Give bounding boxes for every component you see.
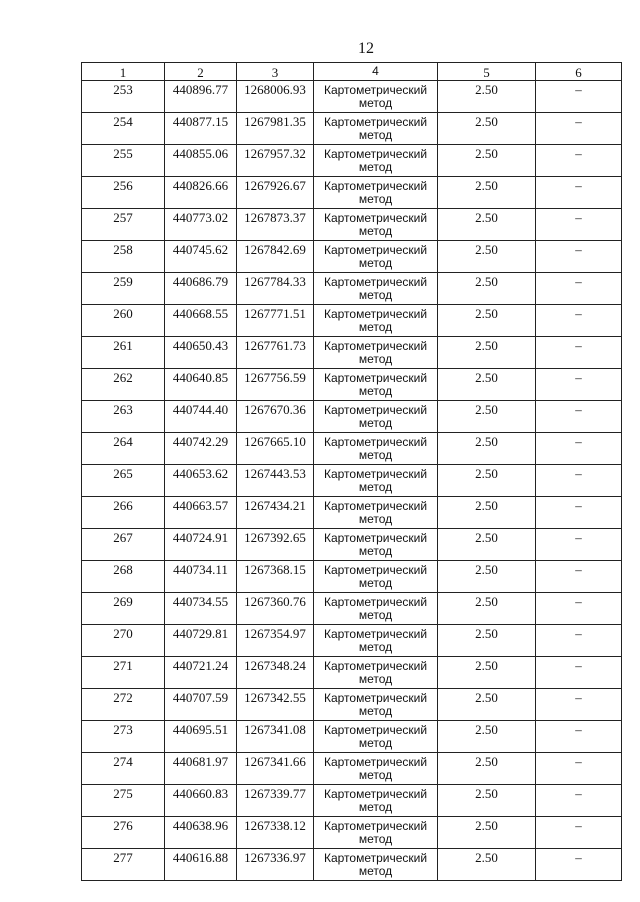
method-line-2: метод <box>358 640 393 654</box>
method-line-1: Картометрический <box>323 435 428 449</box>
y-coordinate-cell: 1267348.24 <box>237 657 314 689</box>
y-coordinate-cell: 1267784.33 <box>237 273 314 305</box>
method-line-1: Картометрический <box>323 627 428 641</box>
x-coordinate-cell: 440707.59 <box>165 689 237 721</box>
method-line-1: Картометрический <box>323 659 428 673</box>
accuracy-cell: 2.50 <box>438 593 536 625</box>
y-coordinate-cell: 1267981.35 <box>237 113 314 145</box>
method-cell <box>314 401 438 433</box>
y-coordinate-cell: 1267341.66 <box>237 753 314 785</box>
point-number-cell: 275 <box>82 785 165 817</box>
x-coordinate-cell: 440616.88 <box>165 849 237 881</box>
y-coordinate-cell: 1267338.12 <box>237 817 314 849</box>
note-cell: – <box>536 433 622 465</box>
x-coordinate-cell: 440773.02 <box>165 209 237 241</box>
table-row <box>82 785 622 817</box>
accuracy-cell: 2.50 <box>438 337 536 369</box>
method-line-1: Картометрический <box>323 275 428 289</box>
x-coordinate-cell: 440650.43 <box>165 337 237 369</box>
x-coordinate-cell: 440660.83 <box>165 785 237 817</box>
method-line-1: Картометрический <box>323 179 428 193</box>
table-row <box>82 465 622 497</box>
table-row <box>82 849 622 881</box>
method-cell <box>314 817 438 849</box>
note-cell: – <box>536 369 622 401</box>
method-cell <box>314 273 438 305</box>
point-number-cell: 270 <box>82 625 165 657</box>
method-line-1: Картометрический <box>323 307 428 321</box>
point-number-cell: 273 <box>82 721 165 753</box>
method-line-2: метод <box>358 160 393 174</box>
accuracy-cell: 2.50 <box>438 273 536 305</box>
method-cell <box>314 369 438 401</box>
x-coordinate-cell: 440734.11 <box>165 561 237 593</box>
accuracy-cell: 2.50 <box>438 753 536 785</box>
header-col-4: 4 <box>314 63 438 81</box>
y-coordinate-cell: 1267392.65 <box>237 529 314 561</box>
accuracy-cell: 2.50 <box>438 721 536 753</box>
method-line-2: метод <box>358 480 393 494</box>
method-line-1: Картометрический <box>323 211 428 225</box>
note-cell: – <box>536 593 622 625</box>
x-coordinate-cell: 440826.66 <box>165 177 237 209</box>
y-coordinate-cell: 1267342.55 <box>237 689 314 721</box>
y-coordinate-cell: 1268006.93 <box>237 81 314 113</box>
method-line-2: метод <box>358 448 393 462</box>
method-line-2: метод <box>358 576 393 590</box>
x-coordinate-cell: 440742.29 <box>165 433 237 465</box>
method-line-1: Картометрический <box>323 787 428 801</box>
method-line-1: Картометрический <box>323 595 428 609</box>
table-row <box>82 209 622 241</box>
point-number-cell: 260 <box>82 305 165 337</box>
point-number-cell: 261 <box>82 337 165 369</box>
method-cell <box>314 497 438 529</box>
table-row <box>82 689 622 721</box>
table-row <box>82 593 622 625</box>
table-row <box>82 145 622 177</box>
table-row <box>82 401 622 433</box>
x-coordinate-cell: 440653.62 <box>165 465 237 497</box>
method-line-2: метод <box>358 96 393 110</box>
point-number-cell: 264 <box>82 433 165 465</box>
header-col-1: 1 <box>82 63 165 81</box>
y-coordinate-cell: 1267434.21 <box>237 497 314 529</box>
x-coordinate-cell: 440668.55 <box>165 305 237 337</box>
point-number-cell: 277 <box>82 849 165 881</box>
page-number: 12 <box>358 40 374 57</box>
method-cell <box>314 529 438 561</box>
method-line-1: Картометрический <box>323 339 428 353</box>
point-number-cell: 267 <box>82 529 165 561</box>
x-coordinate-cell: 440729.81 <box>165 625 237 657</box>
method-line-2: метод <box>358 384 393 398</box>
x-coordinate-cell: 440640.85 <box>165 369 237 401</box>
method-cell <box>314 657 438 689</box>
method-line-1: Картометрический <box>323 83 428 97</box>
y-coordinate-cell: 1267842.69 <box>237 241 314 273</box>
x-coordinate-cell: 440745.62 <box>165 241 237 273</box>
x-coordinate-cell: 440686.79 <box>165 273 237 305</box>
method-line-2: метод <box>358 704 393 718</box>
accuracy-cell: 2.50 <box>438 529 536 561</box>
table-row <box>82 529 622 561</box>
note-cell: – <box>536 401 622 433</box>
method-line-2: метод <box>358 608 393 622</box>
method-cell <box>314 305 438 337</box>
point-number-cell: 254 <box>82 113 165 145</box>
method-cell <box>314 241 438 273</box>
y-coordinate-cell: 1267756.59 <box>237 369 314 401</box>
method-line-1: Картометрический <box>323 563 428 577</box>
note-cell: – <box>536 337 622 369</box>
table-row <box>82 305 622 337</box>
method-line-1: Картометрический <box>323 371 428 385</box>
accuracy-cell: 2.50 <box>438 657 536 689</box>
method-cell <box>314 81 438 113</box>
method-line-1: Картометрический <box>323 147 428 161</box>
method-line-2: метод <box>358 736 393 750</box>
method-cell <box>314 849 438 881</box>
table-header-row <box>82 63 622 81</box>
note-cell: – <box>536 721 622 753</box>
table-row <box>82 657 622 689</box>
note-cell: – <box>536 305 622 337</box>
accuracy-cell: 2.50 <box>438 849 536 881</box>
table-row <box>82 177 622 209</box>
point-number-cell: 266 <box>82 497 165 529</box>
y-coordinate-cell: 1267443.53 <box>237 465 314 497</box>
method-line-2: метод <box>358 768 393 782</box>
x-coordinate-cell: 440695.51 <box>165 721 237 753</box>
accuracy-cell: 2.50 <box>438 177 536 209</box>
method-line-1: Картометрический <box>323 819 428 833</box>
method-line-2: метод <box>358 288 393 302</box>
method-line-2: метод <box>358 800 393 814</box>
method-line-2: метод <box>358 352 393 366</box>
method-line-2: метод <box>358 832 393 846</box>
accuracy-cell: 2.50 <box>438 689 536 721</box>
method-cell <box>314 561 438 593</box>
method-line-2: метод <box>358 320 393 334</box>
table-body <box>82 81 622 881</box>
point-number-cell: 272 <box>82 689 165 721</box>
x-coordinate-cell: 440877.15 <box>165 113 237 145</box>
point-number-cell: 271 <box>82 657 165 689</box>
accuracy-cell: 2.50 <box>438 209 536 241</box>
header-col-6: 6 <box>536 63 622 81</box>
note-cell: – <box>536 817 622 849</box>
method-cell <box>314 113 438 145</box>
accuracy-cell: 2.50 <box>438 81 536 113</box>
table-row <box>82 113 622 145</box>
accuracy-cell: 2.50 <box>438 817 536 849</box>
note-cell: – <box>536 145 622 177</box>
table-row <box>82 273 622 305</box>
accuracy-cell: 2.50 <box>438 497 536 529</box>
note-cell: – <box>536 113 622 145</box>
accuracy-cell: 2.50 <box>438 433 536 465</box>
point-number-cell: 253 <box>82 81 165 113</box>
point-number-cell: 256 <box>82 177 165 209</box>
method-cell <box>314 177 438 209</box>
method-cell <box>314 689 438 721</box>
point-number-cell: 265 <box>82 465 165 497</box>
note-cell: – <box>536 529 622 561</box>
x-coordinate-cell: 440896.77 <box>165 81 237 113</box>
y-coordinate-cell: 1267670.36 <box>237 401 314 433</box>
y-coordinate-cell: 1267957.32 <box>237 145 314 177</box>
x-coordinate-cell: 440734.55 <box>165 593 237 625</box>
method-line-2: метод <box>358 672 393 686</box>
note-cell: – <box>536 241 622 273</box>
x-coordinate-cell: 440724.91 <box>165 529 237 561</box>
note-cell: – <box>536 689 622 721</box>
method-cell <box>314 785 438 817</box>
point-number-cell: 263 <box>82 401 165 433</box>
table-row <box>82 497 622 529</box>
header-col-5: 5 <box>438 63 536 81</box>
point-number-cell: 259 <box>82 273 165 305</box>
table-row <box>82 561 622 593</box>
accuracy-cell: 2.50 <box>438 465 536 497</box>
note-cell: – <box>536 209 622 241</box>
y-coordinate-cell: 1267341.08 <box>237 721 314 753</box>
table-row <box>82 81 622 113</box>
y-coordinate-cell: 1267368.15 <box>237 561 314 593</box>
table-row <box>82 337 622 369</box>
coordinates-table <box>81 62 622 881</box>
method-cell <box>314 145 438 177</box>
y-coordinate-cell: 1267771.51 <box>237 305 314 337</box>
point-number-cell: 269 <box>82 593 165 625</box>
table-row <box>82 721 622 753</box>
method-cell <box>314 433 438 465</box>
point-number-cell: 274 <box>82 753 165 785</box>
x-coordinate-cell: 440681.97 <box>165 753 237 785</box>
note-cell: – <box>536 497 622 529</box>
accuracy-cell: 2.50 <box>438 561 536 593</box>
method-line-1: Картометрический <box>323 467 428 481</box>
method-line-1: Картометрический <box>323 531 428 545</box>
method-line-2: метод <box>358 192 393 206</box>
point-number-cell: 276 <box>82 817 165 849</box>
note-cell: – <box>536 177 622 209</box>
method-line-1: Картометрический <box>323 243 428 257</box>
method-cell <box>314 753 438 785</box>
table-row <box>82 817 622 849</box>
accuracy-cell: 2.50 <box>438 145 536 177</box>
method-cell <box>314 721 438 753</box>
accuracy-cell: 2.50 <box>438 241 536 273</box>
note-cell: – <box>536 561 622 593</box>
method-line-2: метод <box>358 512 393 526</box>
method-line-2: метод <box>358 864 393 878</box>
accuracy-cell: 2.50 <box>438 625 536 657</box>
method-line-2: метод <box>358 256 393 270</box>
method-line-1: Картометрический <box>323 499 428 513</box>
method-line-1: Картометрический <box>323 755 428 769</box>
point-number-cell: 262 <box>82 369 165 401</box>
x-coordinate-cell: 440663.57 <box>165 497 237 529</box>
method-cell <box>314 593 438 625</box>
method-line-1: Картометрический <box>323 723 428 737</box>
point-number-cell: 257 <box>82 209 165 241</box>
header-col-2: 2 <box>165 63 237 81</box>
method-line-2: метод <box>358 416 393 430</box>
header-col-3: 3 <box>237 63 314 81</box>
method-cell <box>314 209 438 241</box>
method-line-2: метод <box>358 224 393 238</box>
y-coordinate-cell: 1267336.97 <box>237 849 314 881</box>
note-cell: – <box>536 753 622 785</box>
point-number-cell: 258 <box>82 241 165 273</box>
table-row <box>82 241 622 273</box>
accuracy-cell: 2.50 <box>438 369 536 401</box>
method-cell <box>314 625 438 657</box>
method-line-2: метод <box>358 128 393 142</box>
point-number-cell: 268 <box>82 561 165 593</box>
method-line-1: Картометрический <box>323 851 428 865</box>
x-coordinate-cell: 440721.24 <box>165 657 237 689</box>
table-row <box>82 753 622 785</box>
accuracy-cell: 2.50 <box>438 305 536 337</box>
y-coordinate-cell: 1267873.37 <box>237 209 314 241</box>
point-number-cell: 255 <box>82 145 165 177</box>
y-coordinate-cell: 1267339.77 <box>237 785 314 817</box>
method-line-1: Картометрический <box>323 403 428 417</box>
method-cell <box>314 465 438 497</box>
x-coordinate-cell: 440855.06 <box>165 145 237 177</box>
method-line-1: Картометрический <box>323 115 428 129</box>
note-cell: – <box>536 273 622 305</box>
note-cell: – <box>536 785 622 817</box>
table-row <box>82 433 622 465</box>
note-cell: – <box>536 465 622 497</box>
method-cell <box>314 337 438 369</box>
y-coordinate-cell: 1267360.76 <box>237 593 314 625</box>
method-line-2: метод <box>358 544 393 558</box>
y-coordinate-cell: 1267926.67 <box>237 177 314 209</box>
x-coordinate-cell: 440744.40 <box>165 401 237 433</box>
accuracy-cell: 2.50 <box>438 113 536 145</box>
table-row <box>82 369 622 401</box>
y-coordinate-cell: 1267354.97 <box>237 625 314 657</box>
x-coordinate-cell: 440638.96 <box>165 817 237 849</box>
accuracy-cell: 2.50 <box>438 401 536 433</box>
note-cell: – <box>536 849 622 881</box>
method-line-1: Картометрический <box>323 691 428 705</box>
y-coordinate-cell: 1267665.10 <box>237 433 314 465</box>
table-row <box>82 625 622 657</box>
note-cell: – <box>536 657 622 689</box>
note-cell: – <box>536 625 622 657</box>
accuracy-cell: 2.50 <box>438 785 536 817</box>
y-coordinate-cell: 1267761.73 <box>237 337 314 369</box>
note-cell: – <box>536 81 622 113</box>
